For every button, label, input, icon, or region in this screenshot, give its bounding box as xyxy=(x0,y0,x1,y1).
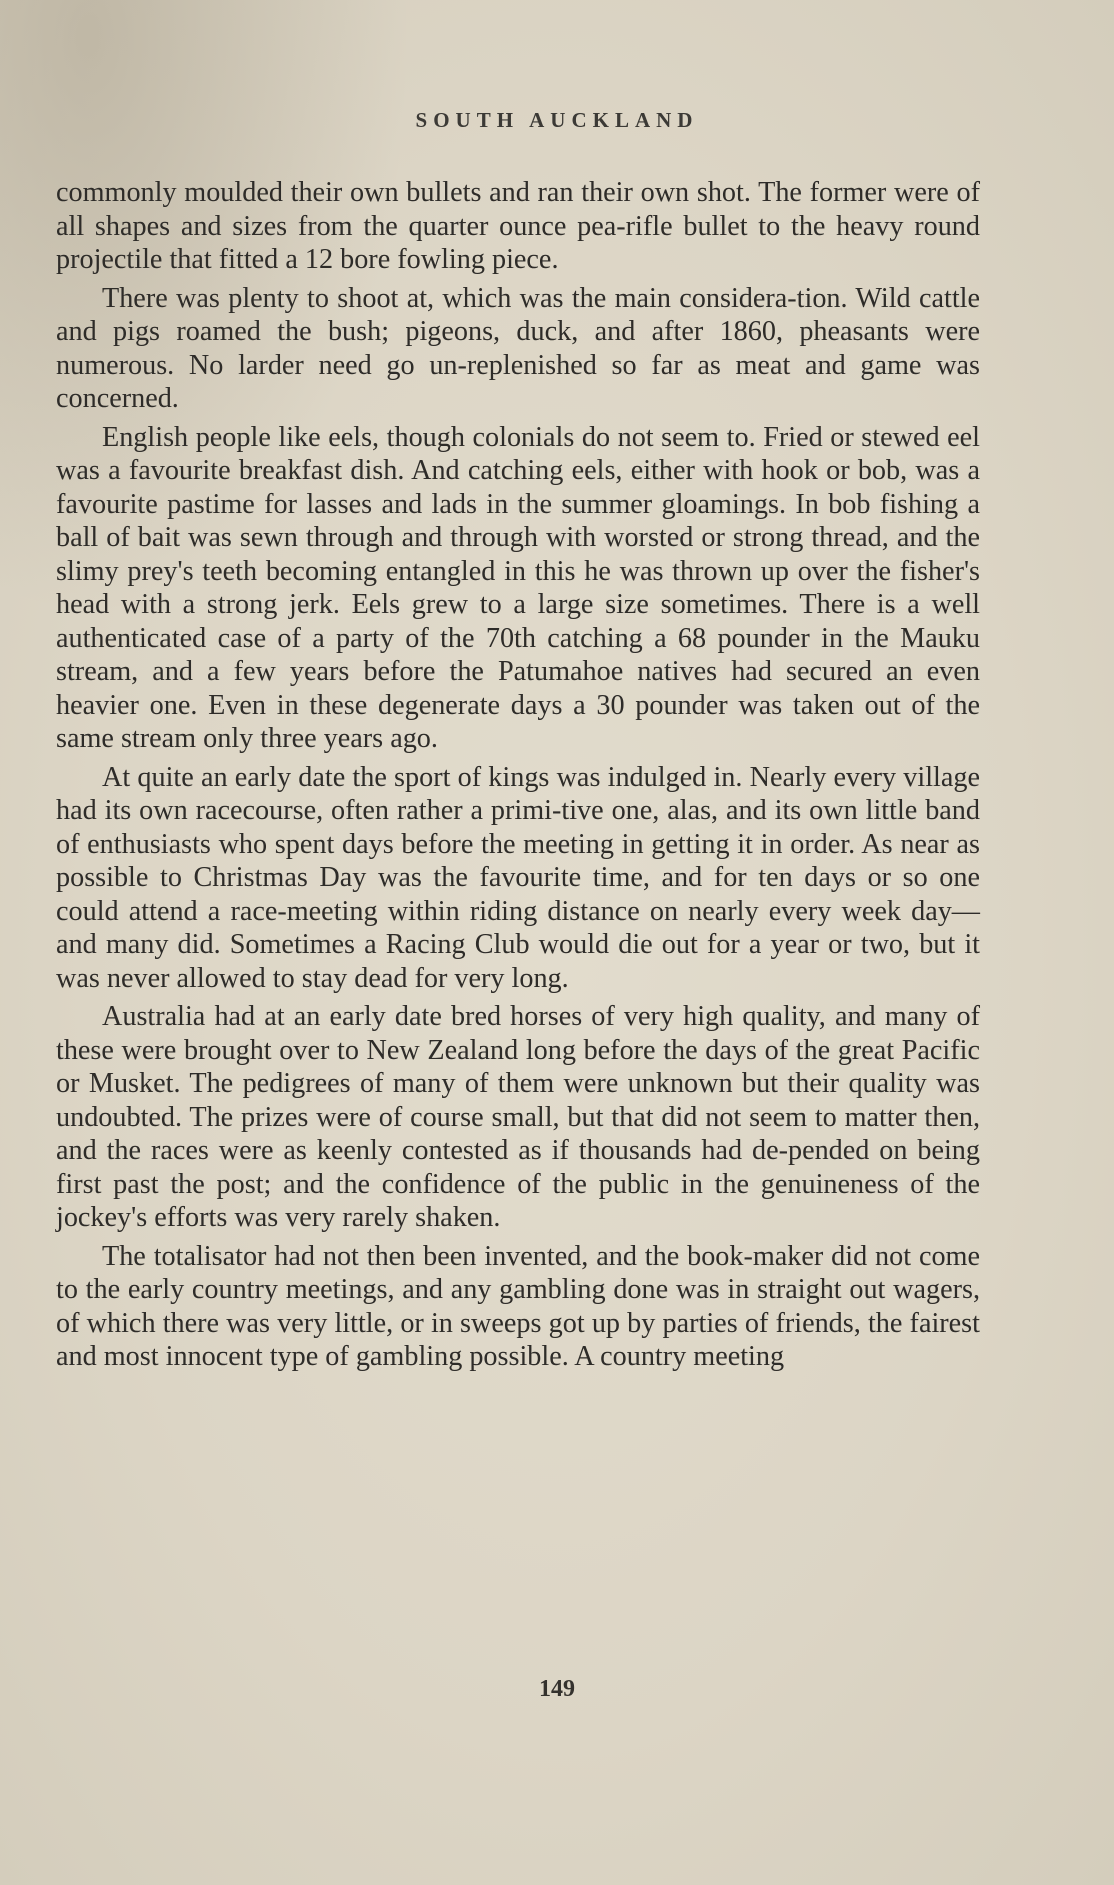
paragraph-1: commonly moulded their own bullets and ran their own shot. The former were of all shapes and sizes from the quarter ounce pea-rifle bullet to the heavy round projectile that fitted a 12 bore fowling piece. xyxy=(56,177,980,275)
body-text xyxy=(56,176,980,1374)
paragraph-2: There was plenty to shoot at, which was the main considera-tion. Wild cattle and pigs roamed the bush; pigeons, duck, and after 1860, pheasants were numerous. No larder need go un-replenished so far as meat and game was concerned. xyxy=(56,282,980,414)
page-number: 149 xyxy=(539,1676,575,1702)
paragraph-6: The totalisator had not then been invented, and the book-maker did not come to the early country meetings, and any gambling done was in straight out wagers, of which there was very little, or in sweeps got up by parties of friends, the fairest and most innocent type of gambling possible. A country meeting xyxy=(56,1240,980,1372)
running-head: SOUTH AUCKLAND xyxy=(415,108,699,132)
paragraph-5: Australia had at an early date bred horses of very high quality, and many of these were brought over to New Zealand long before the days of the great Pacific or Musket. The pedigrees of many of them were unknown but their quality was undoubted. The prizes were of course small, but that did not seem to matter then, and the races were as keenly contested as if thousands had de-pended on being first past the post; and the confidence of the public in the genuineness of the jockey's efforts was very rarely shaken. xyxy=(56,1001,980,1233)
paragraph-4: At quite an early date the sport of kings was indulged in. Nearly every village had its own racecourse, often rather a primi-tive one, alas, and its own little band of enthusiasts who spent days before the meeting in getting it in order. As near as possible to Christmas Day was the favourite time, and for ten days or so one could attend a race-meeting within riding distance on nearly every week day—and many did. Sometimes a Racing Club would die out for a year or two, but it was never allowed to stay dead for very long. xyxy=(56,761,980,994)
paragraph-3: English people like eels, though colonials do not seem to. Fried or stewed eel was a favourite breakfast dish. And catching eels, either with hook or bob, was a favourite pastime for lasses and lads in the summer gloamings. In bob fishing a ball of bait was sewn through and through with worsted or strong thread, and the slimy prey's teeth becoming entangled in this he was thrown up over the fisher's head with a strong jerk. Eels grew to a large size sometimes. There is a well authenticated case of a party of the 70th catching a 68 pounder in the Mauku stream, and a few years before the Patumahoe natives had secured an even heavier one. Even in these degenerate days a 30 pounder was taken out of the same stream only three years ago. xyxy=(56,421,980,754)
